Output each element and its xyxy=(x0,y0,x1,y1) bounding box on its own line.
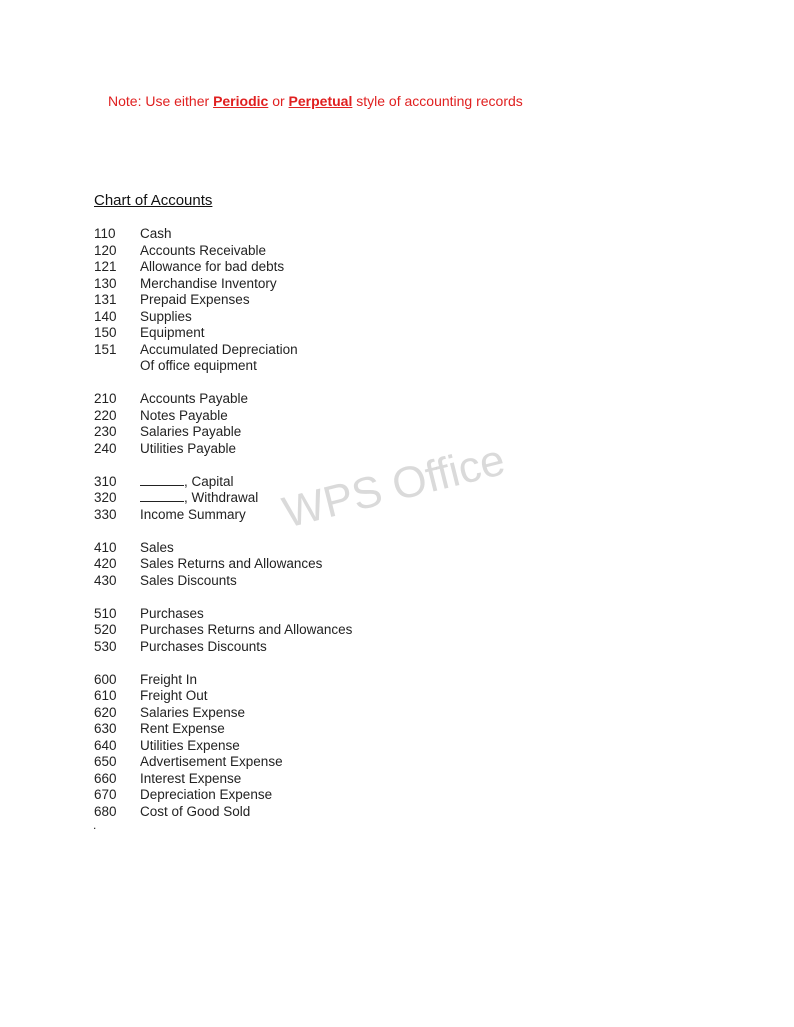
account-code: 330 xyxy=(94,506,117,522)
account-code: 510 xyxy=(94,605,117,621)
account-name: Prepaid Expenses xyxy=(140,292,250,307)
account-name: Salaries Payable xyxy=(140,424,242,439)
account-code: 151 xyxy=(94,341,117,357)
account-name: Purchases xyxy=(140,605,204,621)
account-row xyxy=(94,309,534,326)
account-code: 610 xyxy=(94,688,117,703)
account-name: Sales Discounts xyxy=(140,572,237,588)
account-code: 420 xyxy=(94,556,117,571)
account-name: Notes Payable xyxy=(140,407,228,423)
account-row xyxy=(94,292,534,309)
account-row xyxy=(94,507,534,524)
account-row xyxy=(94,276,534,293)
account-name: Utilities Expense xyxy=(140,737,240,753)
account-code: 670 xyxy=(94,787,117,802)
account-name: Cost of Good Sold xyxy=(140,803,251,819)
account-row xyxy=(94,804,534,821)
account-code: 121 xyxy=(94,259,117,274)
account-code: 230 xyxy=(94,424,117,439)
account-row xyxy=(94,556,534,573)
account-row xyxy=(94,259,534,276)
account-name xyxy=(140,490,258,507)
account-group xyxy=(94,226,534,375)
account-row xyxy=(94,721,534,738)
account-row xyxy=(94,226,534,243)
account-row xyxy=(94,490,534,507)
account-code: 630 xyxy=(94,721,117,736)
account-name: Rent Expense xyxy=(140,721,225,736)
note-or: or xyxy=(268,93,289,109)
account-row xyxy=(94,325,534,342)
account-name: Freight Out xyxy=(140,688,208,703)
account-name: Advertisement Expense xyxy=(140,754,283,769)
account-group xyxy=(94,540,534,590)
account-row xyxy=(94,243,534,260)
account-row xyxy=(94,441,534,458)
account-code: 660 xyxy=(94,770,117,786)
account-row xyxy=(94,573,534,590)
account-row xyxy=(94,622,534,639)
account-name: Allowance for bad debts xyxy=(140,259,285,274)
account-code: 140 xyxy=(94,308,117,324)
account-group xyxy=(94,474,534,524)
account-code: 640 xyxy=(94,737,117,753)
account-name-text: , Capital xyxy=(184,473,234,489)
account-code: 130 xyxy=(94,275,117,291)
account-name xyxy=(140,474,234,491)
note-periodic: Periodic xyxy=(213,93,269,109)
account-name: Merchandise Inventory xyxy=(140,275,277,291)
account-code: 410 xyxy=(94,539,117,555)
account-row xyxy=(94,424,534,441)
account-name: Purchases Returns and Allowances xyxy=(140,622,353,637)
accounts-list xyxy=(94,226,534,837)
trailing-mark: . xyxy=(93,818,97,832)
note-perpetual: Perpetual xyxy=(288,93,353,109)
account-row xyxy=(94,672,534,689)
account-name: Depreciation Expense xyxy=(140,787,273,802)
account-name: Sales xyxy=(140,539,174,555)
account-code: 210 xyxy=(94,391,117,406)
account-row xyxy=(94,705,534,722)
account-name: Of office equipment xyxy=(140,358,257,373)
account-name: Supplies xyxy=(140,308,192,324)
account-name: Equipment xyxy=(140,325,205,340)
account-name: Accounts Receivable xyxy=(140,242,267,258)
account-name: Accounts Payable xyxy=(140,391,249,406)
account-code: 240 xyxy=(94,440,117,456)
note-suffix: style of accounting records xyxy=(352,93,523,109)
account-code: 530 xyxy=(94,638,117,654)
account-row xyxy=(94,408,534,425)
account-code xyxy=(94,358,140,375)
account-name: Purchases Discounts xyxy=(140,638,267,654)
account-row xyxy=(94,342,534,359)
account-name: Utilities Payable xyxy=(140,440,237,456)
account-row xyxy=(94,391,534,408)
account-name-text: , Withdrawal xyxy=(184,490,259,505)
account-row xyxy=(94,787,534,804)
account-name: Income Summary xyxy=(140,506,246,522)
account-name: Interest Expense xyxy=(140,770,242,786)
account-row xyxy=(94,606,534,623)
account-group xyxy=(94,391,534,457)
account-code: 650 xyxy=(94,754,117,769)
account-row xyxy=(94,540,534,557)
account-code: 430 xyxy=(94,572,117,588)
watermark: WPS Office xyxy=(278,435,510,538)
account-row xyxy=(94,771,534,788)
account-row xyxy=(94,688,534,705)
account-name: Sales Returns and Allowances xyxy=(140,556,323,571)
account-code: 600 xyxy=(94,671,117,687)
account-code: 520 xyxy=(94,622,117,637)
note-prefix: Note: Use either xyxy=(108,93,214,109)
account-code: 120 xyxy=(94,242,117,258)
name-blank-line xyxy=(140,474,184,486)
account-row xyxy=(94,639,534,656)
account-group xyxy=(94,672,534,821)
account-row xyxy=(94,474,534,491)
account-code: 320 xyxy=(94,490,117,505)
chart-of-accounts-title: Chart of Accounts xyxy=(94,192,213,209)
account-name: Salaries Expense xyxy=(140,704,246,720)
account-code: 150 xyxy=(94,325,117,340)
account-code: 131 xyxy=(94,292,117,307)
account-group xyxy=(94,606,534,656)
account-code: 110 xyxy=(94,226,116,241)
account-name: Accumulated Depreciation xyxy=(140,341,298,357)
account-name: Freight In xyxy=(140,671,198,687)
account-code: 620 xyxy=(94,704,117,720)
name-blank-line xyxy=(140,490,184,502)
account-code: 310 xyxy=(94,473,117,489)
account-row xyxy=(94,358,534,375)
account-row xyxy=(94,738,534,755)
account-code: 220 xyxy=(94,407,117,423)
account-row xyxy=(94,754,534,771)
account-name: Cash xyxy=(140,226,172,241)
account-code: 680 xyxy=(94,803,117,819)
note-text xyxy=(108,93,523,109)
